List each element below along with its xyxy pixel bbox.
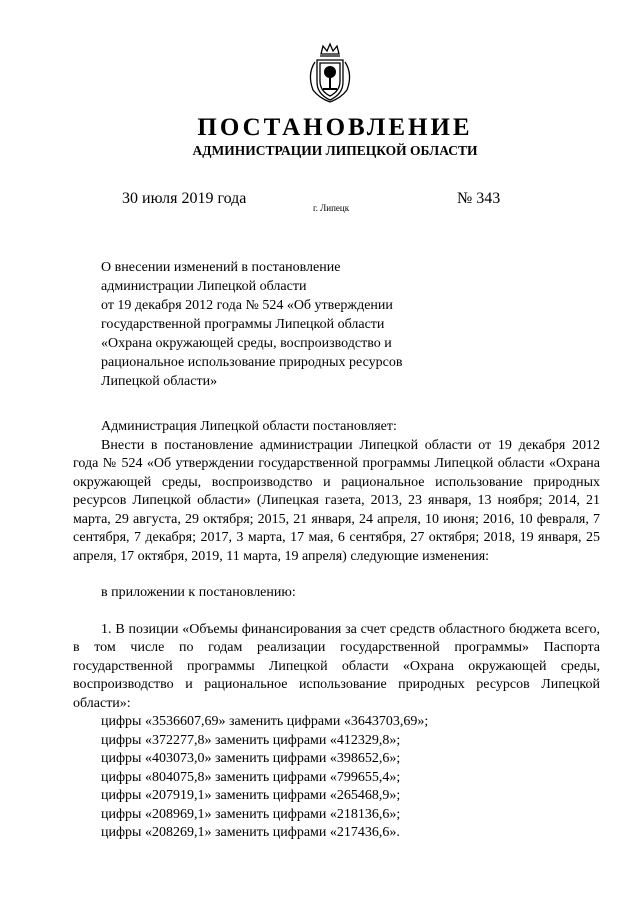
change-line: цифры «804075,8» заменить цифрами «799655,4»; [101, 769, 401, 785]
document-city: г. Липецк [313, 203, 350, 213]
main-paragraph: Внести в постановление администрации Липецкой области от 19 декабря 2012 года № 524 «Об утверждении государственной программы Липецкой области «Охрана окружающей среды, воспроизводство и рациональное использование природных ресурсов Липецкой области» (Липецкая газета, 2013, 23 января, 13 ноября; 2014, 21 марта, 29 августа, 29 октября; 2015, 21 января, 24 апреля, 10 июня; 2016, 10 февраля, 7 сентября, 7 декабря; 2017, 3 марта, 17 мая, 6 сентября, 27 октября; 2018, 19 января, 25 апреля, 17 октября, 2019, 11 марта, 19 апреля) следующие изменения: [73, 437, 600, 564]
subject-line: рациональное использование природных ресурсов [101, 355, 403, 370]
document-subject [101, 258, 461, 391]
subject-line: государственной программы Липецкой области [101, 317, 385, 332]
change-line: цифры «372277,8» заменить цифрами «412329,8»; [101, 732, 401, 748]
subject-line: от 19 декабря 2012 года № 524 «Об утверждении [101, 298, 393, 313]
item-1-paragraph: 1. В позиции «Объемы финансирования за счет средств областного бюджета всего, в том числе по годам реализации государственной программы» Паспорта государственной программы Липецкой области «Охрана окружающей среды, воспроизводство и рациональное использование природных ресурсов Липецкой области»: [73, 621, 600, 711]
intro-paragraph: Администрация Липецкой области постановляет: [101, 419, 397, 434]
issuing-authority: АДМИНИСТРАЦИИ ЛИПЕЦКОЙ ОБЛАСТИ [192, 143, 478, 158]
change-line: цифры «208269,1» заменить цифрами «217436,6». [101, 825, 400, 840]
coat-of-arms-emblem [305, 42, 355, 104]
subject-line: «Охрана окружающей среды, воспроизводство и [101, 336, 392, 351]
subject-line: Липецкой области» [101, 374, 218, 389]
appendix-paragraph: в приложении к постановлению: [101, 585, 296, 600]
subject-line: администрации Липецкой области [101, 279, 307, 294]
change-line: цифры «208969,1» заменить цифрами «218136,6»; [101, 806, 401, 822]
change-line: цифры «207919,1» заменить цифрами «265468,9»; [101, 788, 401, 803]
document-body [73, 418, 600, 843]
document-title: ПОСТАНОВЛЕНИЕ [197, 114, 473, 141]
change-line: цифры «3536607,69» заменить цифрами «3643703,69»; [101, 714, 429, 729]
document-number: № 343 [457, 190, 501, 207]
change-line: цифры «403073,0» заменить цифрами «398652,6»; [101, 751, 401, 766]
subject-line: О внесении изменений в постановление [101, 260, 341, 275]
document-date: 30 июля 2019 года [122, 190, 247, 207]
